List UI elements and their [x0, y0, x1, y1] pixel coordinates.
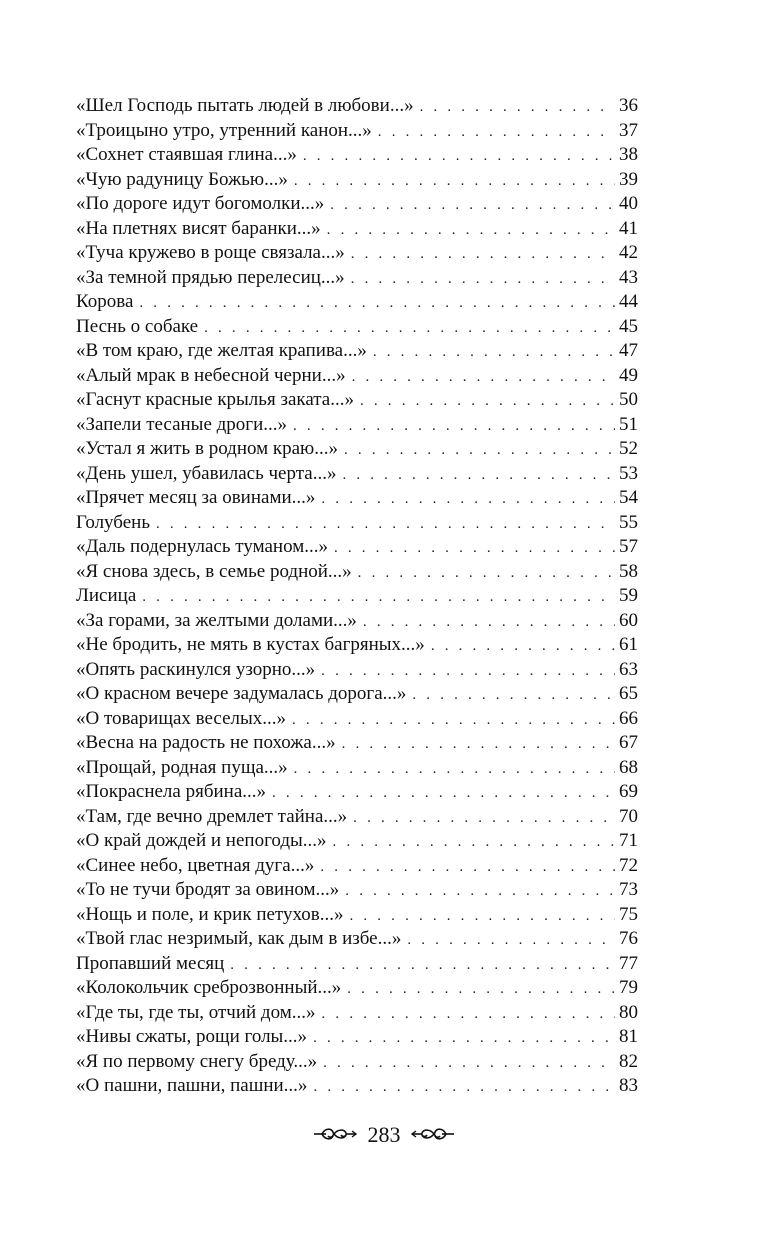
toc-leader-dots	[327, 218, 615, 243]
toc-entry-title: «Твой глас незримый, как дым в избе...»	[76, 928, 402, 949]
toc-leader-dots	[407, 928, 615, 953]
toc-entry	[76, 682, 638, 707]
toc-entry	[76, 878, 638, 903]
toc-leader-dots	[363, 610, 615, 635]
toc-entry-title: «Покраснела рябина...»	[76, 781, 267, 802]
toc-leader-dots	[431, 634, 615, 659]
toc-entry	[76, 560, 638, 585]
toc-entry-title: «В том краю, где желтая крапива...»	[76, 340, 367, 361]
toc-entry	[76, 658, 638, 683]
toc-entry-page: 66	[619, 707, 638, 729]
toc-entry	[76, 437, 638, 462]
toc-entry	[76, 486, 638, 511]
toc-entry-page: 79	[619, 977, 638, 998]
toc-leader-dots	[293, 414, 615, 439]
toc-entry-title: «Я снова здесь, в семье родной...»	[76, 560, 352, 582]
toc-entry	[76, 1050, 638, 1075]
toc-leader-dots	[320, 855, 615, 880]
toc-entry-page: 40	[619, 193, 638, 214]
toc-leader-dots	[342, 463, 615, 488]
toc-entry-page: 76	[619, 928, 638, 949]
toc-leader-dots	[292, 708, 615, 733]
toc-leader-dots	[373, 340, 615, 365]
toc-leader-dots	[378, 120, 615, 145]
toc-entry	[76, 241, 638, 266]
toc-leader-dots	[321, 487, 615, 512]
toc-leader-dots	[353, 806, 615, 831]
toc-entry-title: Голубень	[76, 511, 150, 533]
toc-entry-title: «Гаснут красные крылья заката...»	[76, 389, 354, 410]
toc-entry-title: «О товарищах веселых...»	[76, 707, 287, 729]
toc-entry-page: 77	[619, 952, 638, 974]
toc-entry-page: 73	[619, 879, 638, 900]
toc-entry-title: «Я по первому снегу бреду...»	[76, 1050, 318, 1072]
toc-entry-title: «Опять раскинулся узорно...»	[76, 658, 316, 680]
toc-entry	[76, 927, 638, 952]
toc-entry-title: «Чую радуницу Божью...»	[76, 168, 288, 190]
toc-entry	[76, 217, 638, 242]
toc-entry-title: «Шел Господь пытать людей в любови...»	[76, 95, 414, 116]
toc-leader-dots	[358, 561, 615, 586]
toc-entry-page: 57	[619, 536, 638, 557]
toc-entry	[76, 829, 638, 854]
toc-entry-title: Лисица	[76, 585, 137, 606]
toc-entry	[76, 143, 638, 168]
toc-entry-title: «Троицыно утро, утренний канон...»	[76, 119, 372, 141]
page-number: 283	[367, 1121, 401, 1147]
toc-leader-dots	[142, 585, 615, 610]
toc-entry-title: «Даль подернулась туманом...»	[76, 536, 328, 557]
toc-entry-title: «Алый мрак в небесной черни...»	[76, 364, 346, 386]
toc-entry-page: 37	[619, 119, 638, 141]
flourish-ornament-left-icon	[312, 1120, 358, 1150]
toc-entry-title: Корова	[76, 291, 134, 312]
toc-entry-page: 51	[619, 413, 638, 435]
toc-leader-dots	[412, 683, 615, 708]
toc-entry-page: 38	[619, 144, 638, 165]
toc-entry	[76, 315, 638, 340]
toc-entry-title: «Колокольчик среброзвонный...»	[76, 977, 342, 998]
toc-entry-title: «Нощь и поле, и крик петухов...»	[76, 903, 344, 925]
toc-entry-page: 83	[619, 1075, 638, 1096]
toc-entry-page: 59	[619, 585, 638, 606]
toc-entry	[76, 707, 638, 732]
toc-entry	[76, 119, 638, 144]
toc-entry-page: 50	[619, 389, 638, 410]
toc-leader-dots	[333, 830, 615, 855]
toc-entry-page: 68	[619, 756, 638, 778]
toc-entry-title: Пропавший месяц	[76, 952, 225, 974]
flourish-ornament-right-icon	[410, 1120, 456, 1150]
toc-entry-page: 81	[619, 1026, 638, 1047]
toc-entry-title: «О красном вечере задумалась дорога...»	[76, 683, 407, 704]
toc-entry-page: 58	[619, 560, 638, 582]
toc-entry-page: 54	[619, 487, 638, 508]
toc-entry	[76, 609, 638, 634]
toc-entry-title: «О край дождей и непогоды...»	[76, 830, 327, 851]
toc-entry-page: 75	[619, 903, 638, 925]
toc-entry-title: «Устал я жить в родном краю...»	[76, 438, 339, 459]
toc-entry-page: 69	[619, 781, 638, 802]
toc-entry-page: 43	[619, 266, 638, 288]
toc-entry-page: 39	[619, 168, 638, 190]
table-of-contents	[76, 94, 638, 1099]
page-footer	[0, 1118, 768, 1148]
toc-entry-title: «Весна на радость не похожа...»	[76, 732, 336, 753]
toc-entry-page: 47	[619, 340, 638, 361]
toc-entry-title: «Прощай, родная пуща...»	[76, 756, 288, 778]
toc-entry-title: «Туча кружево в роще связала...»	[76, 242, 345, 263]
toc-entry	[76, 903, 638, 928]
toc-entry	[76, 1074, 638, 1099]
toc-entry-page: 61	[619, 634, 638, 655]
toc-entry-title: «Не бродить, не мять в кустах багряных...»	[76, 634, 425, 655]
toc-leader-dots	[294, 757, 615, 782]
toc-leader-dots	[360, 389, 615, 414]
toc-entry	[76, 731, 638, 756]
toc-leader-dots	[294, 169, 615, 194]
toc-entry-title: «Прячет месяц за овинами...»	[76, 487, 316, 508]
toc-leader-dots	[313, 1075, 615, 1100]
toc-leader-dots	[334, 536, 615, 561]
toc-entry-page: 44	[619, 291, 638, 312]
toc-leader-dots	[351, 267, 615, 292]
toc-entry-title: «То не тучи бродят за овином...»	[76, 879, 340, 900]
toc-entry-page: 55	[619, 511, 638, 533]
toc-entry	[76, 780, 638, 805]
toc-leader-dots	[303, 144, 615, 169]
toc-entry	[76, 805, 638, 830]
toc-entry-title: «За темной прядью перелесиц...»	[76, 266, 345, 288]
toc-entry-page: 70	[619, 805, 638, 827]
toc-entry-title: Песнь о собаке	[76, 315, 199, 337]
toc-entry-title: «По дороге идут богомолки...»	[76, 193, 325, 214]
toc-entry-page: 60	[619, 609, 638, 631]
toc-entry-page: 65	[619, 683, 638, 704]
toc-leader-dots	[323, 1051, 615, 1076]
toc-leader-dots	[330, 193, 615, 218]
toc-entry-page: 82	[619, 1050, 638, 1072]
toc-leader-dots	[347, 977, 615, 1002]
toc-entry-title: «Где ты, где ты, отчий дом...»	[76, 1001, 316, 1023]
toc-entry-title: «На плетнях висят баранки...»	[76, 217, 321, 239]
toc-entry	[76, 462, 638, 487]
toc-entry-page: 72	[619, 854, 638, 876]
toc-entry	[76, 413, 638, 438]
toc-leader-dots	[344, 438, 615, 463]
toc-entry	[76, 339, 638, 364]
toc-entry	[76, 633, 638, 658]
toc-entry-page: 67	[619, 732, 638, 753]
toc-entry-page: 36	[619, 95, 638, 116]
toc-leader-dots	[352, 365, 615, 390]
toc-entry-title: «Нивы сжаты, рощи голы...»	[76, 1026, 308, 1047]
toc-entry	[76, 584, 638, 609]
toc-leader-dots	[139, 291, 615, 316]
toc-entry-page: 41	[619, 217, 638, 239]
toc-leader-dots	[349, 904, 615, 929]
toc-leader-dots	[420, 95, 615, 120]
toc-entry	[76, 1001, 638, 1026]
toc-entry-title: «Синее небо, цветная дуга...»	[76, 854, 315, 876]
toc-leader-dots	[322, 1002, 615, 1027]
toc-entry-page: 63	[619, 658, 638, 680]
toc-entry	[76, 266, 638, 291]
toc-entry-title: «День ушел, убавилась черта...»	[76, 462, 337, 484]
toc-leader-dots	[204, 316, 615, 341]
toc-entry-page: 80	[619, 1001, 638, 1023]
toc-entry-title: «Запели тесаные дроги...»	[76, 413, 288, 435]
toc-leader-dots	[321, 659, 615, 684]
toc-leader-dots	[156, 512, 615, 537]
toc-entry	[76, 94, 638, 119]
toc-entry	[76, 511, 638, 536]
toc-entry	[76, 756, 638, 781]
toc-entry	[76, 168, 638, 193]
toc-entry-title: «За горами, за желтыми долами...»	[76, 609, 357, 631]
toc-entry	[76, 854, 638, 879]
toc-leader-dots	[345, 879, 615, 904]
toc-entry	[76, 192, 638, 217]
toc-entry-page: 49	[619, 364, 638, 386]
toc-entry-title: «Там, где вечно дремлет тайна...»	[76, 805, 348, 827]
toc-entry-page: 71	[619, 830, 638, 851]
toc-entry-page: 42	[619, 242, 638, 263]
toc-entry	[76, 388, 638, 413]
toc-entry	[76, 290, 638, 315]
toc-entry	[76, 976, 638, 1001]
toc-entry	[76, 535, 638, 560]
toc-entry	[76, 364, 638, 389]
toc-entry	[76, 952, 638, 977]
toc-leader-dots	[342, 732, 615, 757]
toc-entry-title: «О пашни, пашни, пашни...»	[76, 1075, 308, 1096]
toc-entry-page: 52	[619, 438, 638, 459]
toc-leader-dots	[313, 1026, 615, 1051]
toc-entry-page: 45	[619, 315, 638, 337]
toc-leader-dots	[230, 953, 615, 978]
toc-leader-dots	[272, 781, 615, 806]
toc-entry-title: «Сохнет стаявшая глина...»	[76, 144, 297, 165]
toc-entry-page: 53	[619, 462, 638, 484]
toc-entry	[76, 1025, 638, 1050]
toc-leader-dots	[351, 242, 615, 267]
